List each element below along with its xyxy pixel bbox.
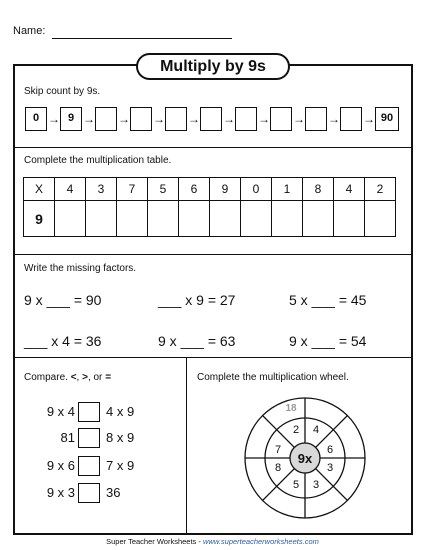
- multiplication-wheel: [243, 396, 367, 520]
- skip-box[interactable]: [340, 107, 362, 131]
- table-factor: 4: [55, 178, 86, 201]
- compare-right: 7 x 9: [106, 458, 135, 473]
- table-factor: 8: [303, 178, 334, 201]
- compare-answer-box[interactable]: [78, 428, 100, 448]
- compare-left: 9 x 6: [46, 458, 75, 473]
- section-divider: [13, 254, 413, 255]
- equation[interactable]: 9 x ___ = 90: [24, 292, 102, 308]
- wheel-inner-number: 2: [292, 424, 300, 436]
- answer-cell[interactable]: [241, 201, 272, 237]
- equation[interactable]: 9 x ___ = 54: [289, 333, 367, 349]
- equation[interactable]: ___ x 9 = 27: [158, 292, 236, 308]
- arrow-right-icon: →: [83, 112, 95, 126]
- table-factor: 7: [117, 178, 148, 201]
- arrow-right-icon: →: [153, 112, 165, 126]
- table-factor: 2: [365, 178, 396, 201]
- equation[interactable]: 9 x ___ = 63: [158, 333, 236, 349]
- wheel-inner-number: 8: [274, 462, 282, 474]
- skip-box[interactable]: [305, 107, 327, 131]
- less-than-symbol: <: [70, 372, 77, 383]
- missing-factors-instruction: Write the missing factors.: [24, 263, 137, 274]
- skip-box[interactable]: [165, 107, 187, 131]
- table-row-label: 9: [24, 201, 55, 237]
- table-factor: 6: [179, 178, 210, 201]
- equals-symbol: =: [105, 372, 112, 383]
- footer-brand: Super Teacher Worksheets: [106, 537, 197, 546]
- worksheet-title: Multiply by 9s: [136, 53, 290, 80]
- answer-cell[interactable]: [303, 201, 334, 237]
- skip-box[interactable]: 90: [375, 107, 399, 131]
- compare-instruction: Compare. <, >, or =: [24, 372, 112, 383]
- skip-box[interactable]: 0: [25, 107, 47, 131]
- equation[interactable]: 5 x ___ = 45: [289, 292, 367, 308]
- table-factor: 9: [210, 178, 241, 201]
- equation[interactable]: ___ x 4 = 36: [24, 333, 102, 349]
- compare-right: 8 x 9: [106, 430, 135, 445]
- compare-right: 36: [106, 485, 121, 500]
- wheel-inner-number: 3: [326, 462, 334, 474]
- table-instruction: Complete the multiplication table.: [24, 155, 172, 166]
- skip-box[interactable]: [95, 107, 117, 131]
- wheel-inner-number-extra: 3: [312, 479, 320, 491]
- wheel-inner-number: 4: [312, 424, 320, 436]
- compare-right: 4 x 9: [106, 404, 135, 419]
- table-factor: 5: [148, 178, 179, 201]
- arrow-right-icon: →: [118, 112, 130, 126]
- greater-than-symbol: >: [82, 372, 88, 383]
- compare-answer-box[interactable]: [78, 483, 100, 503]
- wheel-inner-number: 6: [326, 444, 334, 456]
- compare-instruction-prefix: Compare.: [24, 372, 68, 383]
- name-line[interactable]: [52, 38, 232, 39]
- section-divider: [13, 147, 413, 148]
- table-factor: 4: [334, 178, 365, 201]
- arrow-right-icon: →: [223, 112, 235, 126]
- multiplication-table: [23, 177, 396, 237]
- answer-cell[interactable]: [210, 201, 241, 237]
- compare-answer-box[interactable]: [78, 456, 100, 476]
- name-label: Name:: [13, 25, 46, 37]
- answer-cell[interactable]: [179, 201, 210, 237]
- table-factor: 1: [272, 178, 303, 201]
- compare-left: 9 x 4: [46, 404, 75, 419]
- wheel-center-label: 9x: [297, 451, 313, 466]
- arrow-right-icon: →: [48, 112, 60, 126]
- skip-box[interactable]: [270, 107, 292, 131]
- arrow-right-icon: →: [188, 112, 200, 126]
- answer-cell[interactable]: [55, 201, 86, 237]
- table-factor: 0: [241, 178, 272, 201]
- compare-left: 81: [60, 430, 75, 445]
- compare-instruction-or: or: [93, 372, 103, 383]
- footer-url[interactable]: www.superteacherworksheets.com: [202, 537, 319, 546]
- wheel-example-answer: 18: [285, 403, 297, 414]
- answer-cell[interactable]: [148, 201, 179, 237]
- compare-left: 9 x 3: [46, 485, 75, 500]
- table-corner: X: [24, 178, 55, 201]
- arrow-right-icon: →: [293, 112, 305, 126]
- arrow-right-icon: →: [328, 112, 340, 126]
- answer-cell[interactable]: [86, 201, 117, 237]
- skip-count-instruction: Skip count by 9s.: [24, 86, 101, 97]
- answer-cell[interactable]: [272, 201, 303, 237]
- skip-box[interactable]: [130, 107, 152, 131]
- answer-cell[interactable]: [117, 201, 148, 237]
- column-divider: [186, 357, 187, 535]
- answer-cell[interactable]: [334, 201, 365, 237]
- arrow-right-icon: →: [363, 112, 375, 126]
- skip-box[interactable]: [200, 107, 222, 131]
- arrow-right-icon: →: [258, 112, 270, 126]
- footer-separator: -: [196, 537, 203, 546]
- skip-box[interactable]: [235, 107, 257, 131]
- section-divider: [13, 357, 413, 358]
- answer-cell[interactable]: [365, 201, 396, 237]
- wheel-instruction: Complete the multiplication wheel.: [197, 372, 349, 383]
- footer: [0, 537, 425, 546]
- skip-box[interactable]: 9: [60, 107, 82, 131]
- wheel-inner-number: 5: [292, 479, 300, 491]
- table-factor: 3: [86, 178, 117, 201]
- compare-answer-box[interactable]: [78, 402, 100, 422]
- wheel-inner-number: 7: [274, 444, 282, 456]
